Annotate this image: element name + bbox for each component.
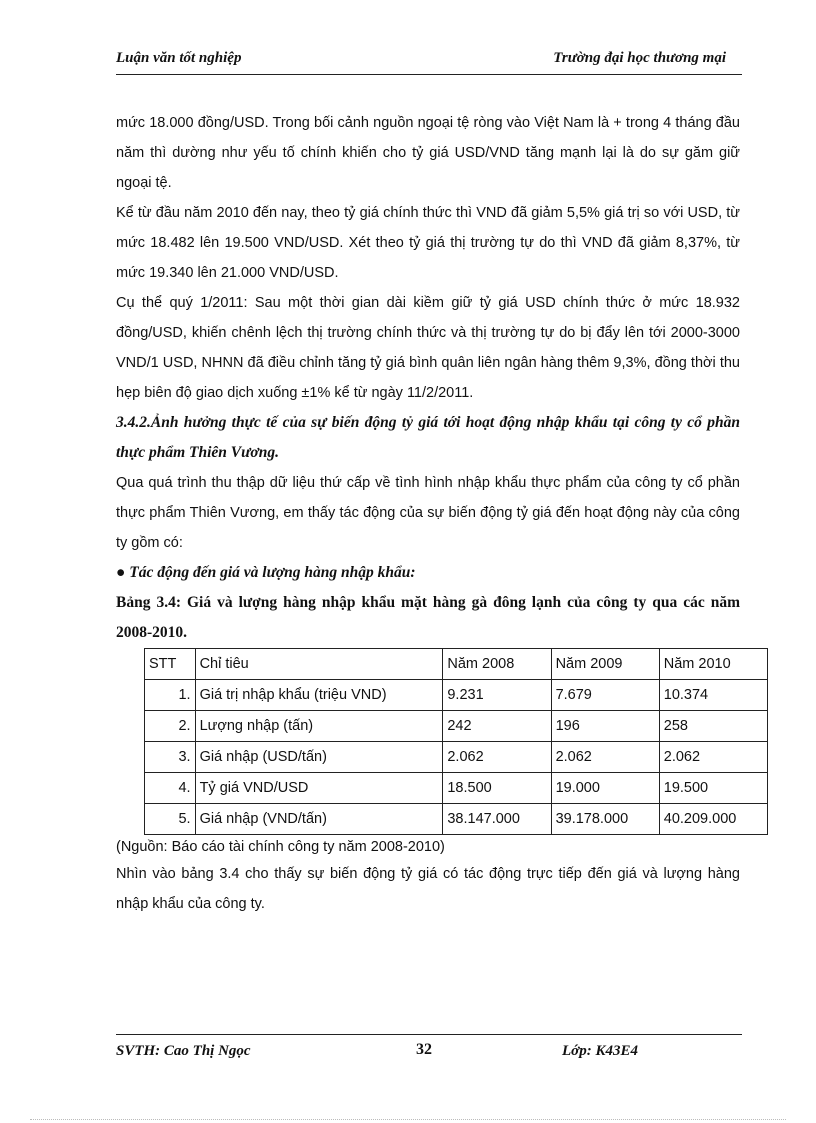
cell-2009: 39.178.000 xyxy=(551,804,659,835)
page-header xyxy=(116,48,742,75)
col-header-2010: Năm 2010 xyxy=(659,649,767,680)
cell-indicator: Giá nhập (VND/tấn) xyxy=(195,804,443,835)
cell-2010: 258 xyxy=(659,711,767,742)
table-header-row xyxy=(145,649,768,680)
section-heading: 3.4.2.Ảnh hưởng thực tế của sự biến động tỷ giá tới hoạt động nhập khẩu tại công ty cổ phần thực phẩm Thiên Vương. xyxy=(116,414,740,461)
cell-indicator: Giá nhập (USD/tấn) xyxy=(195,742,443,773)
import-table xyxy=(144,648,768,835)
cell-indicator: Giá trị nhập khẩu (triệu VND) xyxy=(195,680,443,711)
cell-2009: 196 xyxy=(551,711,659,742)
cell-2008: 2.062 xyxy=(443,742,551,773)
table-row xyxy=(145,773,768,804)
cell-2008: 9.231 xyxy=(443,680,551,711)
page-number: 32 xyxy=(416,1041,432,1058)
footer-student: SVTH: Cao Thị Ngọc xyxy=(116,1043,251,1059)
bullet-heading: ● Tác động đến giá và lượng hàng nhập khẩu: xyxy=(116,564,416,581)
cell-2009: 19.000 xyxy=(551,773,659,804)
table-row xyxy=(145,742,768,773)
table-source: (Nguồn: Báo cáo tài chính công ty năm 2008-2010) xyxy=(116,839,445,855)
cell-2008: 38.147.000 xyxy=(443,804,551,835)
table-caption: Bảng 3.4: Giá và lượng hàng nhập khẩu mặt hàng gà đông lạnh của công ty qua các năm 2008-2010. xyxy=(116,594,740,641)
footer-class: Lớp: K43E4 xyxy=(562,1043,638,1059)
cell-2010: 10.374 xyxy=(659,680,767,711)
cell-2008: 18.500 xyxy=(443,773,551,804)
table-row xyxy=(145,711,768,742)
page-bottom-divider xyxy=(30,1119,786,1120)
cell-indicator: Lượng nhập (tấn) xyxy=(195,711,443,742)
table-row xyxy=(145,804,768,835)
paragraph-3: Cụ thể quý 1/2011: Sau một thời gian dài kiềm giữ tỷ giá USD chính thức ở mức 18.932 đồng/USD, khiến chênh lệch thị trường chính thức và thị trường tự do bị đẩy lên tới 2000-3000 VND/1 USD, NHNN đã điều chỉnh tăng tỷ giá bình quân liên ngân hàng thêm 9,3%, đồng thời thu hẹp biên độ giao dịch xuống ±1% kể từ ngày 11/2/2011. xyxy=(116,295,740,401)
cell-stt: 3. xyxy=(145,742,196,773)
header-university-label: Trường đại học thương mại xyxy=(553,50,726,66)
cell-2010: 2.062 xyxy=(659,742,767,773)
cell-stt: 2. xyxy=(145,711,196,742)
cell-2009: 7.679 xyxy=(551,680,659,711)
paragraph-2: Kể từ đầu năm 2010 đến nay, theo tỷ giá chính thức thì VND đã giảm 5,5% giá trị so với USD, từ mức 18.482 lên 19.500 VND/USD. Xét theo tỷ giá thị trường tự do thì VND đã giảm 8,37%, từ mức 19.340 lên 21.000 VND/USD. xyxy=(116,205,740,281)
col-header-2009: Năm 2009 xyxy=(551,649,659,680)
col-header-stt: STT xyxy=(145,649,196,680)
col-header-indicator: Chỉ tiêu xyxy=(195,649,443,680)
cell-2010: 40.209.000 xyxy=(659,804,767,835)
cell-2010: 19.500 xyxy=(659,773,767,804)
cell-indicator: Tỷ giá VND/USD xyxy=(195,773,443,804)
page-content xyxy=(116,108,740,919)
paragraph-5: Nhìn vào bảng 3.4 cho thấy sự biến động tỷ giá có tác động trực tiếp đến giá và lượng hàng nhập khẩu của công ty. xyxy=(116,866,740,912)
table-row xyxy=(145,680,768,711)
cell-stt: 5. xyxy=(145,804,196,835)
page-footer xyxy=(116,1034,742,1065)
paragraph-4: Qua quá trình thu thập dữ liệu thứ cấp về tình hình nhập khẩu thực phẩm của công ty cổ phần thực phẩm Thiên Vương, em thấy tác động của sự biến động tỷ giá đến hoạt động này của công ty gồm có: xyxy=(116,475,740,551)
paragraph-1: mức 18.000 đồng/USD. Trong bối cảnh nguồn ngoại tệ ròng vào Việt Nam là + trong 4 tháng đầu năm thì dường như yếu tố chính khiến cho tỷ giá USD/VND tăng mạnh lại là do sự găm giữ ngoại tệ. xyxy=(116,115,740,191)
cell-2009: 2.062 xyxy=(551,742,659,773)
cell-stt: 4. xyxy=(145,773,196,804)
cell-2008: 242 xyxy=(443,711,551,742)
cell-stt: 1. xyxy=(145,680,196,711)
header-thesis-label: Luận văn tốt nghiệp xyxy=(116,50,242,66)
col-header-2008: Năm 2008 xyxy=(443,649,551,680)
